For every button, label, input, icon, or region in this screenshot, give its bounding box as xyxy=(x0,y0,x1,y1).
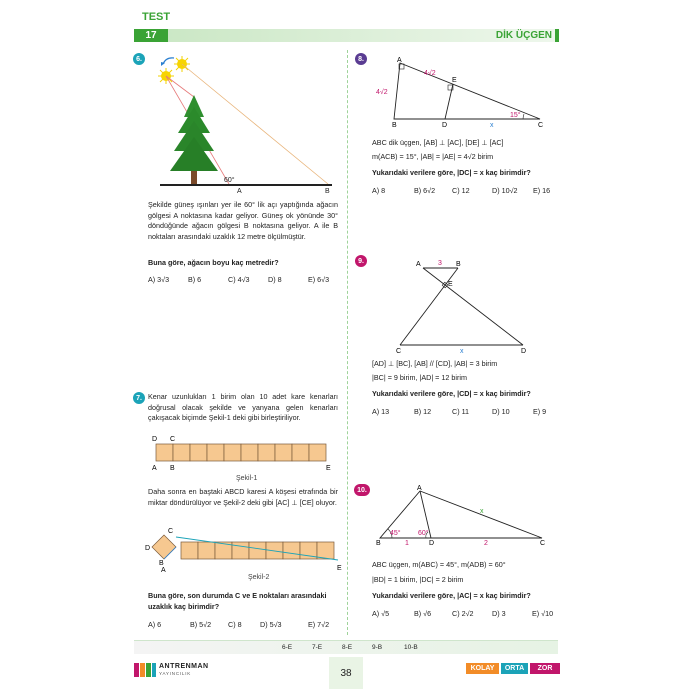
q6-point-a: A xyxy=(237,188,242,195)
q8-segment-de xyxy=(445,84,453,119)
q7-f1-a: A xyxy=(152,465,157,472)
q10-option-d[interactable]: D) 3 xyxy=(492,609,506,618)
q9-label-c: C xyxy=(396,348,402,355)
q7-figure-1 xyxy=(148,433,340,483)
rotated-square xyxy=(152,535,176,559)
q7-options xyxy=(148,620,338,631)
q6-figure xyxy=(150,55,340,195)
chapter-title-bar xyxy=(555,29,559,42)
q7-f2-d: D xyxy=(145,545,151,552)
q9-length-x: x xyxy=(460,348,464,355)
q10-figure xyxy=(370,484,560,546)
q8-label-c: C xyxy=(538,122,544,129)
q9-option-c[interactable]: C) 11 xyxy=(452,407,470,416)
page-number-box xyxy=(329,657,363,689)
q8-given-2: m(ACB) = 15°, |AB| = |AE| = 4√2 birim xyxy=(372,152,494,161)
answer-key-bar xyxy=(134,640,558,654)
q10-label-d: D xyxy=(429,540,435,546)
squares-row xyxy=(156,444,326,461)
q9-label-e: E xyxy=(448,281,453,288)
q10-option-e[interactable]: E) √10 xyxy=(532,609,554,618)
q9-option-d[interactable]: D) 10 xyxy=(492,407,510,416)
level-zor: ZOR xyxy=(530,663,560,674)
question-9-number: 9. xyxy=(355,255,367,267)
q6-option-b[interactable]: B) 6 xyxy=(188,275,202,284)
q9-question: Yukarıdaki verilere göre, |CD| = x kaç birimdir? xyxy=(372,389,531,398)
test-number-box xyxy=(134,29,168,42)
q6-point-b: B xyxy=(325,188,330,195)
q7-f1-caption: Şekil-1 xyxy=(236,475,258,482)
q10-length-bd: 1 xyxy=(405,540,409,546)
tree-icon xyxy=(170,95,218,186)
q8-length-ab: 4√2 xyxy=(376,89,388,96)
q9-segment-ad xyxy=(423,268,523,345)
question-10-number: 10. xyxy=(354,484,370,496)
q10-option-c[interactable]: C) 2√2 xyxy=(452,609,474,618)
q8-given-1: ABC dik üçgen, [AB] ⊥ [AC], [DE] ⊥ [AC] xyxy=(372,138,504,147)
answer-10: 10-B xyxy=(404,644,418,651)
q8-question: Yukarıdaki verilere göre, |DC| = x kaç birimdir? xyxy=(372,168,531,177)
q6-text: Şekilde güneş ışınları yer ile 60° lik açı yaptığında ağacın gölgesi A noktasına kadar geliyor. Güneş ok yönünde 30° döndüğünde ağacın gölgesi B noktasına geliyor. A ile B noktaları arasındaki uzaklık 12 metre ölçülmüştür. xyxy=(148,200,338,241)
sun-ray-top xyxy=(166,76,194,97)
q9-option-e[interactable]: E) 9 xyxy=(533,407,547,416)
brand-logo xyxy=(134,662,214,678)
q8-label-a: A xyxy=(397,57,402,64)
q9-given-1: [AD] ⊥ [BC], [AB] // [CD], |AB| = 3 birim xyxy=(372,359,498,368)
q10-given-1: ABC üçgen, m(ABC) = 45°, m(ADB) = 60° xyxy=(372,560,506,569)
brand-name: ANTRENMAN xyxy=(159,663,209,670)
q9-length-ab: 3 xyxy=(438,260,442,267)
q10-length-x: x xyxy=(480,508,484,515)
q9-label-b: B xyxy=(456,261,461,268)
column-divider xyxy=(347,50,348,635)
q7-option-b[interactable]: B) 5√2 xyxy=(190,620,212,629)
q8-angle: 15° xyxy=(510,112,521,119)
q6-option-d[interactable]: D) 8 xyxy=(268,275,282,284)
answer-6: 6-E xyxy=(282,644,293,651)
q9-options xyxy=(372,407,562,418)
chapter-title: DİK ÜÇGEN xyxy=(495,30,552,41)
q7-question: Buna göre, son durumda C ve E noktaları arasındaki uzaklık kaç birimdir? xyxy=(148,591,327,611)
q7-text-2: Daha sonra en baştaki ABCD karesi A köşesi etrafında bir miktar döndürülüyor ve Şekil-2 deki gibi [AC] ⊥ [CE] oluyor. xyxy=(148,487,338,507)
q10-given-2: |BD| = 1 birim, |DC| = 2 birim xyxy=(372,575,464,584)
q10-angle-60: 60° xyxy=(418,530,429,537)
q8-option-b[interactable]: B) 6√2 xyxy=(414,186,436,195)
q10-label-b: B xyxy=(376,540,381,546)
brand-logo-icon xyxy=(134,663,156,677)
q7-f1-e: E xyxy=(326,465,331,472)
q7-f1-b: B xyxy=(170,465,175,472)
answer-8: 8-E xyxy=(342,644,353,651)
q7-text: Kenar uzunlukları 1 birim olan 10 adet kare kenarları doğrusal olacak şekilde ve yanyana gelen kenarları çakışacak biçimde Şekil-1 deki gibi birleştiriliyor. xyxy=(148,392,338,422)
q9-option-a[interactable]: A) 13 xyxy=(372,407,390,416)
q9-figure xyxy=(390,256,540,356)
q7-f1-d: D xyxy=(152,436,158,443)
q6-option-e[interactable]: E) 6√3 xyxy=(308,275,330,284)
q10-triangle xyxy=(380,491,542,538)
q9-option-b[interactable]: B) 12 xyxy=(414,407,432,416)
q7-option-a[interactable]: A) 6 xyxy=(148,620,162,629)
q7-f2-a: A xyxy=(161,567,166,574)
q8-label-e: E xyxy=(452,77,457,84)
q7-f2-caption: Şekil-2 xyxy=(248,574,270,581)
difficulty-levels xyxy=(466,663,560,674)
test-number: 17 xyxy=(145,30,157,41)
q7-f2-e: E xyxy=(337,565,342,572)
q8-label-d: D xyxy=(442,122,448,129)
level-kolay: KOLAY xyxy=(466,663,499,674)
level-orta: ORTA xyxy=(501,663,528,674)
q10-option-b[interactable]: B) √6 xyxy=(414,609,432,618)
q10-question: Yukarıdaki verilere göre, |AC| = x kaç birimdir? xyxy=(372,591,531,600)
q8-option-d[interactable]: D) 10√2 xyxy=(492,186,518,195)
q6-question: Buna göre, ağacın boyu kaç metredir? xyxy=(148,258,279,267)
answer-9: 9-B xyxy=(372,644,383,651)
q9-given-2: |BC| = 9 birim, |AD| = 12 birim xyxy=(372,373,467,382)
q10-length-dc: 2 xyxy=(484,540,488,546)
q8-option-a[interactable]: A) 8 xyxy=(372,186,386,195)
q7-figure-2 xyxy=(144,525,344,582)
q9-label-a: A xyxy=(416,261,421,268)
q10-option-a[interactable]: A) √5 xyxy=(372,609,390,618)
answer-7: 7-E xyxy=(312,644,323,651)
q6-angle-label: 60° xyxy=(224,177,235,184)
q8-label-b: B xyxy=(392,122,397,129)
q8-options xyxy=(372,186,562,197)
q10-label-c: C xyxy=(540,540,546,546)
q6-options xyxy=(148,275,338,286)
q7-option-c[interactable]: C) 8 xyxy=(228,620,242,629)
q8-option-c[interactable]: C) 12 xyxy=(452,186,470,195)
question-8-number: 8. xyxy=(355,53,367,65)
question-7-number: 7. xyxy=(133,392,145,404)
test-label: TEST xyxy=(142,11,171,23)
q7-f2-c: C xyxy=(168,528,174,535)
brand-subtitle: YAYINCILIK xyxy=(159,671,192,676)
q8-figure xyxy=(370,57,560,132)
q9-segment-bc xyxy=(400,268,458,345)
q7-f2-b: B xyxy=(159,560,164,567)
q10-options xyxy=(372,609,562,620)
q7-f1-c: C xyxy=(170,436,176,443)
page-number: 38 xyxy=(340,667,352,679)
question-6-number: 6. xyxy=(133,53,145,65)
q8-length-ae: 4√2 xyxy=(424,70,436,77)
q10-label-a: A xyxy=(417,485,422,492)
q8-option-e[interactable]: E) 16 xyxy=(533,186,551,195)
q6-option-a[interactable]: A) 3√3 xyxy=(148,275,170,284)
q7-option-d[interactable]: D) 5√3 xyxy=(260,620,282,629)
q7-option-e[interactable]: E) 7√2 xyxy=(308,620,330,629)
q9-label-d: D xyxy=(521,348,527,355)
q8-triangle xyxy=(394,63,540,119)
q8-length-x: x xyxy=(490,122,494,129)
q10-angle-45: 45° xyxy=(390,530,401,537)
q6-option-c[interactable]: C) 4√3 xyxy=(228,275,250,284)
